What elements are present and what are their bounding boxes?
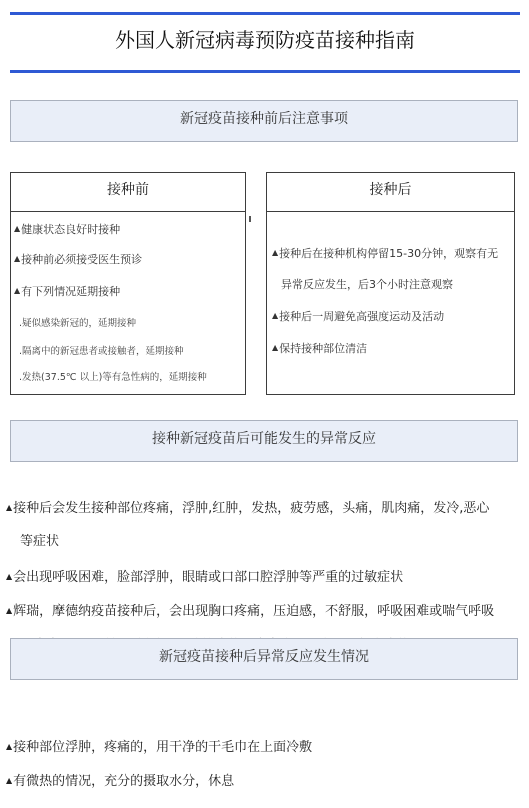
after-heading: 接种后 [267,173,514,212]
reaction-item: ▲辉瑞，摩德纳疫苗接种后，会出现胸口疼痛，压迫感，不舒服，呼吸困难或喘气呼吸 [6,604,495,619]
reaction-item: ▲接种后会发生接种部位疼痛，浮肿,红肿，发热，疲劳感，头痛，肌肉痛，发冷,恶心 [6,501,490,516]
top-rule [10,12,520,15]
reaction-item: ▲会出现呼吸困难，脸部浮肿，眼睛或口部口腔浮肿等严重的过敏症状 [6,570,404,585]
title-underline [10,70,520,73]
before-subitem: .发热(37.5℃ 以上)等有急性病的，延期接种 [19,372,207,383]
before-item: ▲有下列情况延期接种 [14,285,121,298]
section-handling-heading: 新冠疫苗接种后异常反应发生情况 [10,638,518,680]
divider-mark [249,216,251,222]
section-precautions-heading: 新冠疫苗接种前后注意事项 [10,100,518,142]
page-title: 外国人新冠病毒预防疫苗接种指南 [115,28,415,52]
after-item: ▲接种后一周避免高强度运动及活动 [272,310,445,323]
before-heading: 接种前 [11,173,245,212]
after-vaccination-box [266,172,515,395]
reaction-item-continued: 等症状 [20,534,60,549]
handling-item: ▲有微热的情况，充分的摄取水分，休息 [6,774,235,789]
before-item: ▲接种前必须接受医生预诊 [14,253,143,266]
after-item-continued: 异常反应发生，后3个小时注意观察 [281,278,453,291]
section-adverse-reactions-heading: 接种新冠疫苗后可能发生的异常反应 [10,420,518,462]
after-item: ▲保持接种部位清洁 [272,342,368,355]
before-subitem: .隔离中的新冠患者或接触者，延期接种 [19,346,184,357]
before-vaccination-box [10,172,246,395]
before-item: ▲健康状态良好时接种 [14,223,121,236]
before-subitem: .疑似感染新冠的，延期接种 [19,318,137,329]
handling-item: ▲接种部位浮肿，疼痛的，用干净的干毛巾在上面冷敷 [6,740,313,755]
after-item: ▲接种后在接种机构停留15-30分钟，观察有无 [272,247,499,260]
